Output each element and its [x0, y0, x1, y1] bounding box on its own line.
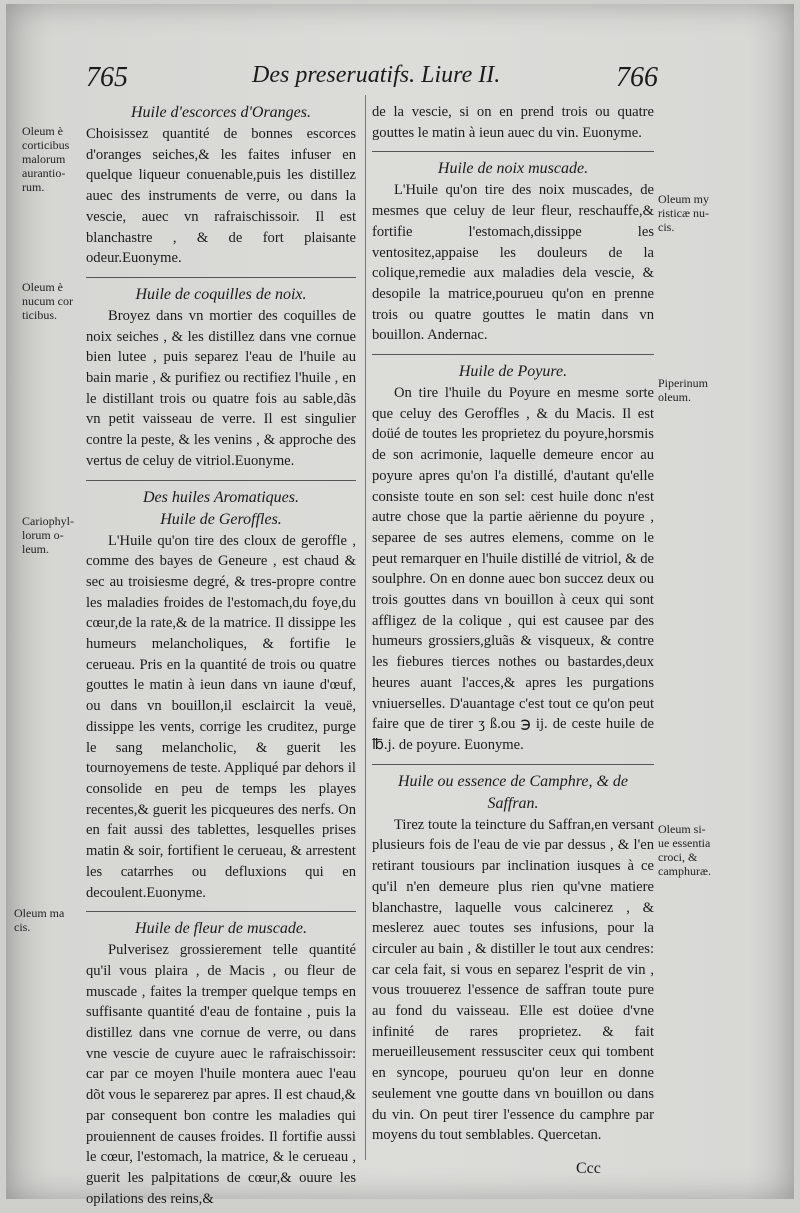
page-number-right: 766 [616, 62, 658, 93]
section-heading: Huile ou essence de Camphre, & de Saffran. [397, 772, 628, 812]
running-title: Des preseruatifs. Liure II. [252, 62, 501, 88]
paragraph: Tirez toute la teincture du Saffran,en versant plusieurs fois de l'eau de vie par dessus , & l'en retirant tousiours par inclination iusques à ce qu'il n'en demeure plus rien qu'vne matiere blanchastre, laquelle vous calcinerez , & meslerez auec toutes ses infusions, pour la circuler au bain , & distiller le tout aux cendres: car cela fait, si vous en separez l'esprit de vin , vous trouuerez l'essence de saffran toute pure au fond du vaisseau. Elle est doüee d'vne infinité de rares proprietez. & fait merueilleusement ressusciter ceux qui tombent en syncope, pourueu qu'on leur en donne seulement vne goutte dans vn bouillon ou dans du vin. On peut tirer l'essence du camphre par moyens du tout semblables. Quercetan. [372, 816, 654, 1144]
paragraph: de la vescie, si on en prend trois ou quatre gouttes le matin à ieun auec du vin. Euonyme. [372, 104, 654, 141]
marginal-note: Oleum ma cis. [14, 906, 65, 934]
paragraph: L'Huile qu'on tire des noix muscades, de mesmes que celuy de leur fleur, reschauffe,& fortifie l'estomach,dissippe les ventositez,appaise les douleurs de la colique,remedie aux maladies dela vescie, & desopile la matrice,pourueu qu'on en prenne trois ou quatre gouttes le matin dans vn bouillon. Andernac. [372, 182, 654, 344]
marginal-note: Oleum si- ue essentia croci, & camphuræ. [658, 822, 711, 878]
section-heading: Huile de fleur de muscade. [135, 920, 307, 938]
paragraph: Broyez dans vn mortier des coquilles de noix seiches , & les distillez dans vne cornue bien lutee , puis separez l'eau de l'huile au bain marie , & purifiez ou rectifiez l'huile , en le distillant trois ou quatre fois au sable,dãs vn petit vaisseau de verre. Il est singulier contre la peste, & les venins , & approche des vertus de celuy de vitriol.Euonyme. [86, 307, 356, 469]
marginal-note: Cariophyl- lorum o- leum. [22, 514, 74, 556]
section-rule [372, 764, 654, 765]
page-number-left: 765 [86, 62, 128, 93]
marginal-note: Piperinum oleum. [658, 376, 708, 404]
paragraph: L'Huile qu'on tire des cloux de geroffle , comme des bayes de Geneure , est chaud & sec au troisiesme degré, & tres-propre contre les maladies froides de l'estomach,du foye,du cœur,de la rate,& de la matrice. Il dissippe les humeurs melancholiques, & fortifie le cerueau. Pris en la quantité de trois ou quatre gouttes le matin à ieun dans vn iaune d'œuf, ou dans vn bouillon,il esclaircit la veuë, dissippe les vents, corrige les cruditez, purge le sang melancholic, & guerit les tournoyemens de teste. Appliqué par dehors il consolide en peu de temps les playes recentes,& guerit les picqueures des nerfs. On en fait aussi des tablettes, lesquelles prises matin & soir, fortifient le cerueau, & arrestent les catarrhes ou defluxions qui en decoulent.Euonyme. [86, 532, 356, 901]
section-heading: Huile de noix muscade. [437, 160, 589, 178]
section-heading: Huile de coquilles de noix. [135, 285, 307, 303]
paragraph: On tire l'huile du Poyure en mesme sorte que celuy des Geroffles , & du Macis. Il est doüé de toutes les proprietez du poyure,horsmis de son acrimonie, laquelle demeure encor au poyure apres qu'on l'a distillé, d'autant qu'elle consiste toute en son sel: cest huile donc n'est autre chose que la partie aërienne du poyure , separee de ses autres elemens, comme on le peut remarquer en l'huile distillé de vitriol, & de soulphre. On en donne auec bon succez deux ou trois gouttes dans vn bouillon à ceux qui sont affligez de la colique , qui est causee par des humeurs grossiers,gluãs & visqueux, & contre les fiebures tierces nothes ou bastardes,deux heures auant l'acces,& apres les purgations vniuerselles. D'auantage c'est tout ce qu'on peut faire que de tirer ʒ ß.ou ℈ ij. de ceste huile de ℔.j. de poyure. Euonyme. [372, 385, 654, 753]
left-column [86, 102, 356, 1213]
marginal-note: Oleum è nucum cor ticibus. [22, 280, 73, 322]
section-heading: Huile d'escorces d'Oranges. [131, 104, 311, 121]
marginal-note: Oleum è corticibus malorum aurantio- rum. [22, 124, 70, 194]
chapter-heading: Des huiles Aromatiques. [143, 488, 299, 506]
right-column [372, 102, 654, 1150]
marginal-note: Oleum my risticæ nu- cis. [658, 192, 709, 234]
section-heading: Huile de Geroffles. [160, 510, 282, 528]
section-rule [372, 151, 654, 152]
section-rule [86, 480, 356, 481]
section-rule [372, 354, 654, 355]
section-heading: Huile de Poyure. [458, 363, 568, 381]
signature-mark: Ccc [576, 1160, 601, 1177]
section-rule [86, 911, 356, 912]
section-rule [86, 277, 356, 278]
paragraph: Pulverisez grossierement telle quantité qu'il vous plaira , de Macis , ou fleur de muscade , faites la tremper quelque temps en suffisante quantité d'eau de fontaine , puis la distillez dans vne cornue de verre, ou dans vne vescie de cuyure auec le rafraischissoir: car par ce moyen l'huile montera auec l'eau dõt vous le separerez par apres. Il est chaud,& par consequent bon contre les maladies qui prouiennent de causes froides. Il fortifie aussi le cœur, l'estomach, la matrice, & le cerueau , guerit les palpitations de cœur,& ouure les opilations des reins,& [86, 942, 356, 1207]
paragraph: Choisissez quantité de bonnes escorces d'oranges seiches,& les faites infuser en quelque liqueur conuenable,puis les distillez auec des instruments de verre, ou dans la vescie, auec vn rafraischissoir. Il est blanchastre , & de fort plaisante odeur.Euonyme. [86, 126, 356, 267]
column-divider [365, 95, 366, 1160]
